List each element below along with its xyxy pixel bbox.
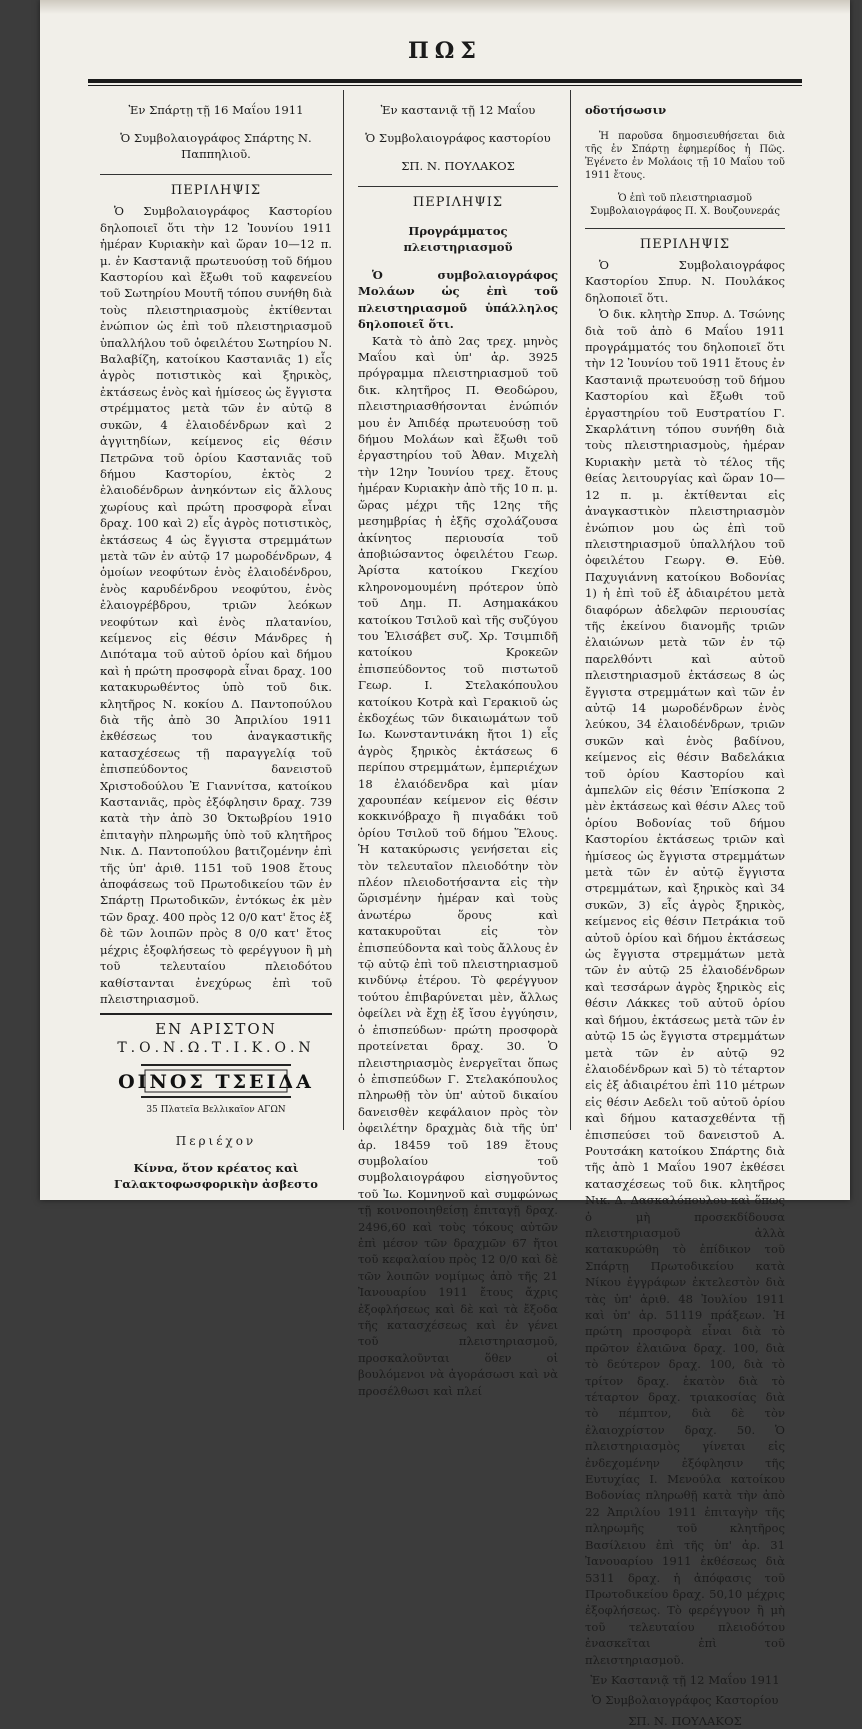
col3-body: Ὁ δικ. κλητὴρ Σπυρ. Δ. Τσώνης διὰ τοῦ ἀπὸ 6 Μαΐου 1911 προγράμματός του δηλοποιεῖ ὅτι τὴν 12 Ἰουνίου τοῦ 1911 ἔτους ἐν Καστανιᾷ πρωτευούσῃ τοῦ δήμου Καστορίου καὶ ἔξωθι τοῦ ἐργαστηρίου τοῦ Ευστρατίου Γ. Σκαρλάτινη τόπου συνήθη διὰ τοὺς πλειστηριασμοὺς, ἡμέραν Κυριακὴν μετὰ τὸ τέλος τῆς θείας λειτουργίας καὶ ὥραν 10—12 π. μ. ἐκτίθενται εἰς ἀναγκαστικὸν πλειστηριασμὸν ἐνώπιον μου ὡς ἐπὶ τοῦ πλειστηριασμοῦ ὑπαλλήλου τοῦ ὀφειλέτου Γεωργ. Θ. Εὐθ. Παχυγιάννη κατοίκου Βοδονίας 1) ἡ ἐπὶ τοῦ ἑξ ἀδιαιρέτου μετὰ διαφόρων ἀδελφῶν περιουσίας τῆς ἐκείνου διανομῆς τριῶν ἐλαιώνων μετὰ τῶν ἐν τῷ παρελθόντι καὶ αὐτοῦ πλειστηριασμοῦ ἐκτάσεως 8 ὡς ἔγγιστα στρεμμάτων καὶ τῶν ἐν αὐτῷ 14 μωροδένδρων ἑνὸς λεύκου, 34 ἐλαιοδένδρων, τριῶν συκῶν καὶ ἑνὸς βαδίνου, κείμενος εἰς θέσιν Βαδελάκια τοῦ ὁρίου Καστορίου καὶ ἀμπελῶν εἰς θέσιν Ἐπίσκοπα 2 μὲν ἐκτάσεως καὶ θέσιν Αλες τοῦ ὁρίου Βοδονίας τοῦ δήμου Καστορίου ἐκτάσεως τριῶν καὶ ἡμίσεος ὡς ἔγγιστα στρεμμάτων μετὰ τῶν ἐν αὐτῷ ἔγγιστα στρεμμάτων, καὶ ξηρικὸς καὶ 34 συκῶν, 3) εἷς ἀγρὸς ξηρικὸς, κείμενος εἰς θέσιν Πετράκια τοῦ αὐτοῦ ὁρίου καὶ δήμου ἐκτάσεως ὡς ἔγγιστα στρεμμάτων μετὰ τῶν ἐν αὐτῷ 25 ἐλαιοδένδρων καὶ τεσσάρων ἀγρὸς ξηρικὸς εἰς θέσιν Λάκκες τοῦ αὐτοῦ ὁρίου καὶ δήμου, ἐκτάσεως μετὰ τῶν ἐν αὐτῷ 15 ὡς ἔγγιστα στρεμμάτων μετὰ τῶν ἐν αὐτῷ 92 ἐλαιοδένδρων καὶ 5) τὸ τέταρτον εἰς ἐξ ἀδιαιρέτου ἐπὶ 110 μέτρων εἰς θέσιν Αεδελι τοῦ αὐτοῦ ὁρίου καὶ δήμου κατασχεθέντα τῇ ἐπισπεύσει τοῦ δανειστοῦ Α. Ρουτσάκη κατοίκου Σπάρτης διὰ τῆς ἀπὸ 1 Μαΐου 1907 ἐκθέσει κατασχέσεως τοῦ δικ. κλητῆρος Νικ. Δ. Δασκαλόπουλου καὶ ὅπως ὁ μὴ προσεκδίδουσα πλειστηριασμοῦ ἀλλὰ κατακυρώθη τὸ ἐπίδικον τοῦ Σπάρτῃ Πρωτοδικείου κατὰ Νίκου ἐγγράφων ἐκτελεστὸν διὰ τὰς ὑπ' ἀριθ. 48 Ἰουλίου 1911 καὶ ὑπ' ἀρ. 51119 πράξεων. Ἡ πρώτη προσφορὰ εἶναι διὰ τὸ πρῶτον ἐλαιῶνα δραχ. 100, διὰ τὸ δεύτερον δραχ. 100, διὰ τὸ τρίτον δραχ. ἑκατὸν διὰ τὸ τέταρτον δραχ. τριακοσίας διὰ τὸ πέμπτον, διὰ δὲ τὸν ἐλαιοχρίστον δραχ. 50. Ὁ πλειστηριασμὸς γίνεται εἰς ἐνδεχομένην ἐξόφλησιν τῆς Ευτυχίας Ι. Μενούλα κατοίκου Βοδονίας πληρωθῇ κατὰ τὴν ἀπὸ 22 Ἀπριλίου 1911 ἐπιταγὴν τῆς πληρωμῆς τοῦ κλητῆρος Βασίλειου ἐπὶ τῆς ὑπ' ἀρ. 31 Ἰανουαρίου 1911 ἐκθέσεως διὰ 5311 δραχ. ἡ ἀπόφασις τοῦ Πρωτοδικείου δραχ. 50,10 μέχρις ἐξοφλήσεως. Τὸ φερέγγυον ἢ μὴ τοῦ τελευταίου πλειοδότου ἐνασκεῖται ἐπὶ τοῦ πλειστηριασμοῦ. bbox=[585, 307, 785, 1667]
col1-body: Ὁ Συμβολαιογράφος Καστορίου δηλοποιεῖ ὅτι τὴν 12 Ἰουνίου 1911 ἡμέραν Κυριακὴν καὶ ὥραν 10—12 π. μ. ἐν Καστανιᾷ πρωτευούσῃ τοῦ δήμου Καστορίου καὶ ἔξωθι τοῦ καφενείου τοῦ Σωτηρίου Μουτῆ τόπου συνήθη διὰ τοὺς πλειστηριασμοὺς ἐκτίθενται ἐνώπιον ὡς ἐπὶ τοῦ πλειστηριασμοῦ ὑπαλλήλου τοῦ ὀφειλέτου Σωτηρίου Ν. Βαλαβίζη, κατοίκου Καστανιᾶς 1) εἷς ἀγρὸς ποτιστικὸς καὶ ξηρικὸς, ἐκτάσεως ἑνὸς καὶ ἡμίσεος ὡς ἔγγιστα στρέμματος μετὰ τῶν ἐν αὐτῷ 8 συκῶν, 4 ἐλαιοδένδρων καὶ 2 ἀγγιτηδίων, κείμενος εἰς θέσιν Πετρῶνα τοῦ ὁρίου Καστανιᾶς τοῦ δήμου Καστορίου, ἐκτὸς 2 ἐλαιοδένδρων ἀνηκόντων εἰς ἄλλους χωρίους καὶ πρώτη προσφορὰ εἶναι δραχ. 100 καὶ 2) εἷς ἀγρὸς ποτιστικὸς, ἐκτάσεως 4 ὡς ἔγγιστα στρεμμάτων μετὰ τῶν ἐν αὐτῷ 17 μωροδένδρων, 4 ὁμοίων νεοφύτων ἑνὸς ἐλαιοδένδρου, ἑνὸς καρυδένδρου νεοφύτου, ἑνὸς ἐλαιογρέβδρου, τριῶν λεόκων νεοφύτων καὶ ἑνὸς πλατανίου, κείμενος εἰς θέσιν Μάνδρες ἡ Διπόταμα τοῦ αὐτοῦ ὁρίου καὶ δήμου καὶ ἡ πρώτη προσφορὰ εἶναι δραχ. 100 κατακυρωθέντος ὑπὸ τοῦ δικ. κλητῆρος Ν. κοκίου Δ. Παντοπούλου διὰ τῆς ἀπὸ 30 Ἀπριλίου 1911 ἐκθέσεως του ἀναγκαστικῆς κατασχέσεως τῇ παραγγελίᾳ τοῦ ἐπισπεύδοντος δανειστοῦ Χριστοδούλου Ἐ Γιαννίτσα, κατοίκου Καστανιᾶς, πρὸς ἐξόφλησιν δραχ. 739 κατὰ τὴν ἀπὸ 30 Ὀκτωβρίου 1910 ἐπιταγὴν πληρωμῆς ὑπὸ τοῦ κλητῆρος Νικ. Δ. Παντοπούλου βατιζομένην ἐπὶ τῆς ὑπ' ἀριθ. 1151 τοῦ 1908 ἔτους ἀποφάσεως τοῦ Πρωτοδικείου τῶν ἐν Σπάρτῃ Πρωτοδικῶν, ἐντόκως ἐκ μὲν τῶν δραχ. 400 πρὸς 12 0/0 κατ' ἔτος ἐξ δὲ τῶν λοιπῶν πρὸς 8 0/0 κατ' ἔτος μέχρις ἐξοφλήσεως τὸ φερέγγυον ἢ μὴ τοῦ τελευταίου πλειοδότου καθίστανται ἐνεχύρως ἐπὶ τοῦ πλειστηριασμοῦ. bbox=[100, 204, 332, 1006]
col3-notice-signer: Ὁ ἐπὶ τοῦ πλειστηριασμοῦ Συμβολαιογράφος Π. Χ. Βουζουνεράς bbox=[590, 192, 780, 217]
masthead-title: ΠΩΣ bbox=[408, 38, 482, 64]
col1-ad-divider bbox=[100, 1013, 332, 1015]
ad-logo-text: ΟΙΝΟΣ ΤΣΕΙΔΑ bbox=[118, 1071, 314, 1094]
col3-lead: Ὁ Συμβολαιογράφος Καστορίου Σπυρ. Ν. Πουλάκος δηλοποιεῖ ὅτι. bbox=[585, 258, 785, 305]
column-divider-2 bbox=[570, 90, 571, 1130]
newspaper-page bbox=[40, 0, 850, 1728]
column-3 bbox=[585, 90, 785, 1728]
ad-logo-wordmark-icon bbox=[118, 1066, 314, 1096]
col1-divider bbox=[100, 174, 332, 175]
ad-items: Κίννα, ὅτον κρέατος καὶ Γαλακτοφωσφορικὴν ἀσβεστο bbox=[114, 1161, 318, 1192]
col3-signer-name: ΣΠ. Ν. ΠΟΥΛΑΚΟΣ bbox=[628, 1713, 742, 1728]
col1-heading: ΠΕΡΙΛΗΨΙΣ bbox=[170, 183, 262, 198]
col1-dateline: Ἐν Σπάρτῃ τῇ 16 Μαΐου 1911 bbox=[128, 102, 304, 117]
column-2 bbox=[358, 90, 558, 1398]
ad-contains: Περιέχον bbox=[175, 1133, 257, 1148]
ad-address: 35 Πλατεῖα Βελλικαῖον ΑΓΩΝ bbox=[146, 1105, 286, 1116]
col3-notice: Ἡ παροῦσα δημοσιευθήσεται διὰ τῆς ἐν Σπάρτῃ ἐφημερίδος ἡ Πῶς. Ἐγένετο ἐν Μολάοις τῇ 10 Μαΐου τοῦ 1911 ἔτους. bbox=[585, 130, 785, 181]
col3-divider bbox=[585, 228, 785, 229]
ad-logo bbox=[118, 1064, 314, 1098]
col1-signer: Ὁ Συμβολαιογράφος Σπάρτης Ν. Παππηλιοῦ. bbox=[120, 130, 312, 161]
col2-signer-title: Ὁ Συμβολαιογράφος καστορίου bbox=[365, 130, 551, 145]
col3-header-word: οδοτήσωσιν bbox=[585, 102, 667, 117]
col2-subheading: Προγράμματος πλειστηριασμοῦ bbox=[403, 223, 513, 254]
column-1 bbox=[100, 90, 332, 1192]
col3-heading: ΠΕΡΙΛΗΨΙΣ bbox=[639, 236, 731, 252]
col2-lead: Ὁ συμβολαιογράφος Μολάων ὡς ἐπὶ τοῦ πλειστηριασμοῦ ὑπάλληλος δηλοποιεῖ ὅτι. bbox=[358, 268, 558, 332]
col3-dateline: Ἐν Καστανιᾷ τῇ 12 Μαΐου 1911 bbox=[590, 1672, 780, 1687]
ad-title: ΕΝ ΑΡΙΣΤΟΝ bbox=[155, 1020, 277, 1039]
col2-heading: ΠΕΡΙΛΗΨΙΣ bbox=[412, 194, 504, 210]
col2-body: Κατὰ τὸ ἀπὸ 2ας τρεχ. μηνὸς Μαΐου καὶ ὑπ' ἀρ. 3925 πρόγραμμα πλειστηριασμοῦ τοῦ δικ. κλητῆρος Π. Θεοδώρου, πλειστηριασθήσονται ἐνώπιόν μου ἐν Ἀπιδέᾳ πρωτευούσῃ τοῦ δήμου Μολάων καὶ ἔξωθι τοῦ ἐργαστηρίου τοῦ Ἀθαν. Μιχελὴ τὴν 12ην Ἰουνίου τρεχ. ἔτους ἡμέραν Κυριακὴν ἀπὸ τῆς 10 π. μ. ὥρας μέχρι τῆς 12ης τῆς μεσημβρίας ἡ ἐξῆς σχολάζουσα ἀκίνητος περιουσία τοῦ ἀποβιώσαντος ὀφειλέτου Γεωρ. Ἀρίστα κατοίκου Γκεχίου κληρονομουμένη πρότερον ὑπὸ τοῦ Δημ. Π. Ασημακάκου κατοίκου Τσιλοῦ καὶ τῆς συζύγου του Ἐλισάβετ συζ. Χρ. Τσιμπιδῆ κατοίκου Κροκεῶν ἐπισπεύδοντος τοῦ πιστωτοῦ Γεωρ. Ι. Στελακόπουλου κατοίκου Κοτρὰ καὶ Γερακιοῦ ὡς ἐκδοχέως τῶν δικαιωμάτων τοῦ Ιω. Κωνσταντινάκη ἤτοι 1) εἷς ἀγρὸς ξηρικὸς ἐκτάσεως 6 περίπου στρεμμάτων, ἐμπεριέχων 18 ἐλαιόδενδρα καὶ μίαν χαρουπέαν κείμενον εἰς θέσιν κοκκινόβραχο ἢ πιγαδάκι τοῦ ὁρίου Τσιλοῦ τοῦ δήμου Ἕλους. Ἡ κατακύρωσις γενήσεται εἰς τὸν τελευταῖον πλειοδότην τὸν πλέον πλειοδοτήσαντα εἰς τὴν ὥρισμένην ἡμέραν καὶ τοὺς ἀνωτέρω ὅρους καὶ κατακυροῦται εἰς τὸν ἐπισπεύδοντα καὶ τοὺς ἄλλους ἐν τῷ αὐτῷ ἐπὶ τοῦ πλειστηριασμοῦ κινδύνῳ ἑτέρου. Τὸ φερέγγυον τούτου ἐπιβαρύνεται μὲν, ἄλλως ὀφείλει νὰ ἔχῃ ἐξ ἴσου ἐγγύησιν, ὁ ἐπισπεύδων· πρώτη προσφορὰ προτείνεται δραχ. 30. Ὁ πλειστηριασμὸς ἐνεργεῖται ὅπως ὁ ἐπισπεύδων Γ. Στελακόπουλος πληρωθῇ τὸν ὑπ' αὐτοῦ δικαίου δανεισθὲν κεφάλαιον πρὸς τὸν ὀφειλέτην δραχμὰς διὰ τῆς ὑπ' ἀρ. 18459 τοῦ 189 ἔτους συμβολαίου τοῦ συμβολαιογράφου εἰσηγοῦντος τοῦ Ἰω. Κομνηνοῦ καὶ συμφώνως τῇ κοινοποιηθείσῃ ἐπιταγῇ δραχ. 2496,60 καὶ τοὺς τόκους αὐτῶν ἐπὶ μέσον τῶν δραχμῶν 67 ἤτοι τοῦ κεφαλαίου πρὸς 12 0/0 καὶ δὲ τῶν λοιπῶν νομίμως ἀπὸ τῆς 21 Ἰανουαρίου 1911 ἔτους ἄχρις ἐξοφλήσεως καὶ δὲ καὶ τὰ ἔξοδα τῆς κατασχέσεως καὶ ἐν γένει τοῦ πλειστηριασμοῦ, προσκαλοῦνται ὅθεν οἱ βουλόμενοι νὰ ἀγοράσωσι καὶ νὰ προσέλθωσι καὶ πλεί bbox=[358, 333, 558, 1398]
column-divider-1 bbox=[343, 90, 344, 1130]
col2-signer-name: ΣΠ. Ν. ΠΟΥΛΑΚΟΣ bbox=[401, 158, 515, 173]
masthead-rule-thin bbox=[88, 85, 802, 86]
ad-subtitle: Τ.Ο.Ν.Ω.Τ.Ι.Κ.Ο.Ν bbox=[117, 1039, 315, 1056]
masthead-rule bbox=[88, 79, 802, 83]
col2-divider bbox=[358, 186, 558, 187]
col3-signer-title: Ὁ Συμβολαιογράφος Καστορίου bbox=[591, 1693, 779, 1708]
col2-dateline: Ἐν καστανιᾷ τῇ 12 Μαΐου bbox=[380, 102, 536, 117]
